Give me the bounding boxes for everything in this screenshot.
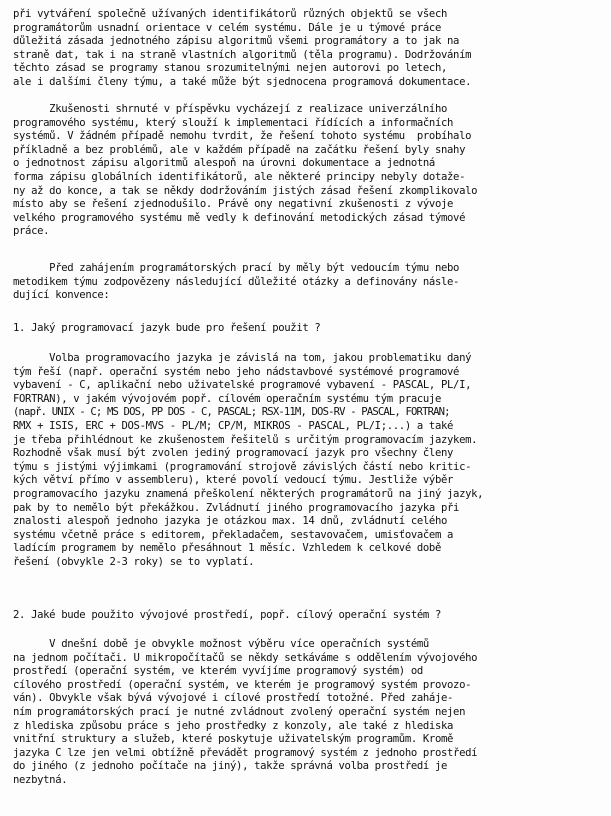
- text-line: programového systému, který slouží k implementaci řídících a informačních: [13, 116, 454, 129]
- text-line: programovacího jazyku znamená přeškolení některých programátorů na jiný jazyk,: [13, 487, 484, 500]
- text-line: ván). Obvykle však bývá vývojové i cílové prostředí totožné. Před zaháje-: [13, 692, 454, 705]
- text-line: programátorům usnadní orientace v celém systému. Dále je u týmové práce: [13, 21, 441, 34]
- text-line: (např. UNIX - C; MS DOS, PP DOS - C, PASCAL; RSX-11M, DOS-RV - PASCAL, FORTRAN;: [13, 406, 450, 419]
- text-line: kých větví přímo v assembleru), které povolí vedoucí týmu. Jestliže výběr: [13, 474, 454, 487]
- text-line: Zkušenosti shrnuté v příspěvku vycházejí z realizace univerzálního: [13, 103, 448, 115]
- paragraph-identifiers-conventions: [0, 8, 611, 90]
- text-line: systémů. V žádném případě nemohu tvrdit, že řešení tohoto systému probíhalo: [13, 130, 472, 143]
- text-line: FORTRAN), v jakém vývojovém popř. cílovém operačním systému tým pracuje: [13, 392, 441, 405]
- paragraph-environment-choice: [0, 638, 611, 788]
- paragraph-experience-summary: [0, 103, 611, 239]
- heading-line: 2. Jaké bude použito vývojové prostředí, popř. cílový operační systém ?: [13, 609, 441, 621]
- section-heading-development-environment: [0, 609, 611, 623]
- paragraph-language-choice: [0, 352, 611, 570]
- text-line: Před zahájením programátorských prací by měly být vedoucím týmu nebo: [13, 262, 460, 274]
- text-line: z hlediska způsobu práce s jeho prostředky z konzoly, ale také z hlediska: [13, 719, 454, 732]
- text-line: ny až do konce, a tak se někdy dodržováním jistých zásad řešení zkomplikovalo: [13, 184, 478, 197]
- text-line: nezbytná.: [13, 773, 68, 786]
- text-line: týmu s jistými výjimkami (programování strojově závislých částí nebo kritic-: [13, 460, 472, 473]
- text-line: těchto zásad se programy stanou srozumitelnými nejen autorovi po letech,: [13, 62, 448, 75]
- section-heading-programming-language: [0, 322, 611, 336]
- text-line: znalosti alespoň jednoho jazyka je otázkou max. 14 dnů, zvládnutí celého: [13, 515, 448, 528]
- text-line: je třeba přihlédnout ke zkušenostem řešitelů s určitým programovacím jazykem.: [13, 433, 478, 446]
- text-line: metodikem týmu zodpovězeny následující důležité otázky a definovány násle-: [13, 275, 460, 288]
- text-line: dující konvence:: [13, 289, 110, 302]
- text-line: do jiného (z jednoho počítače na jiný), takže správná volba prostředí je: [13, 760, 448, 773]
- text-line: řešení (obvykle 2-3 roky) se to vyplatí.: [13, 555, 255, 568]
- text-line: ním programátorských prací je nutné zvládnout zvolený operační systém nejen: [13, 705, 466, 718]
- text-line: pak by to nemělo být překážkou. Zvládnutí jiného programovacího jazyka při: [13, 501, 460, 514]
- text-line: ale i dalšími členy týmu, a také může být sjednocena programová dokumentace.: [13, 75, 472, 88]
- text-line: jazyka C lze jen velmi obtížně převádět programový systém z jednoho prostředí: [13, 746, 478, 759]
- text-line: o jednotnost zápisu algoritmů alespoň na úrovni dokumentace a jednotná: [13, 157, 435, 170]
- text-line: prostředí (operační systém, ve kterém vyvíjíme programový systém) od: [13, 665, 423, 678]
- text-line: vybavení - C, aplikační nebo uživatelské programové vybavení - PASCAL, PL/I,: [13, 379, 472, 392]
- text-line: Rozhodně však musí být zvolen jediný programovací jazyk pro všechny členy: [13, 447, 454, 460]
- text-line: forma zápisu globálních identifikátorů, ale některé principy nebyly dotaže-: [13, 170, 466, 183]
- text-line: Volba programovacího jazyka je závislá na tom, jakou problematiku daný: [13, 352, 472, 364]
- text-line: systému včetně práce s editorem, překladačem, sestavovačem, umisťovačem a: [13, 528, 454, 541]
- heading-line: 1. Jaký programovací jazyk bude pro řešení použit ?: [13, 322, 321, 334]
- text-line: práce.: [13, 225, 50, 238]
- text-line: V dnešní době je obvykle možnost výběru více operačních systémů: [13, 638, 429, 650]
- text-line: ladícím programem by nemělo přesáhnout 1 měsíc. Vzhledem k celkové době: [13, 542, 441, 555]
- text-line: straně dat, tak i na straně vlastních algoritmů (těla programu). Dodržováním: [13, 48, 472, 61]
- text-line: velkého programového systému mě vedly k definování metodických zásad týmové: [13, 211, 466, 224]
- text-line: cílového prostředí (operační systém, ve kterém je programový systém provozo-: [13, 678, 472, 691]
- text-line: důležitá zásada jednotného zápisu algoritmů všemi programátory a to jak na: [13, 35, 460, 48]
- text-line: na jednom počítači. U mikropočítačů se někdy setkáváme s oddělením vývojového: [13, 651, 478, 664]
- text-line: příkladně a bez problémů, ale v každém případě na začátku řešení byly snahy: [13, 143, 466, 156]
- paragraph-questions-intro: [0, 262, 611, 303]
- text-line: místo aby se řešení zjednodušilo. Právě ony negativní zkušenosti z vývoje: [13, 198, 454, 211]
- text-line: tým řeší (např. operační systém nebo jeho nádstavbové systémové programové: [13, 365, 460, 378]
- text-line: vnitřní struktury a služeb, které poskytuje uživatelským programům. Kromě: [13, 733, 454, 746]
- text-line: při vytváření společně užívaných identifikátorů různých objektů se všech: [13, 8, 448, 20]
- text-line: RMX + ISIS, ERC + DOS-MVS - PL/M; CP/M, MIKROS - PASCAL, PL/I;...) a také: [13, 419, 454, 432]
